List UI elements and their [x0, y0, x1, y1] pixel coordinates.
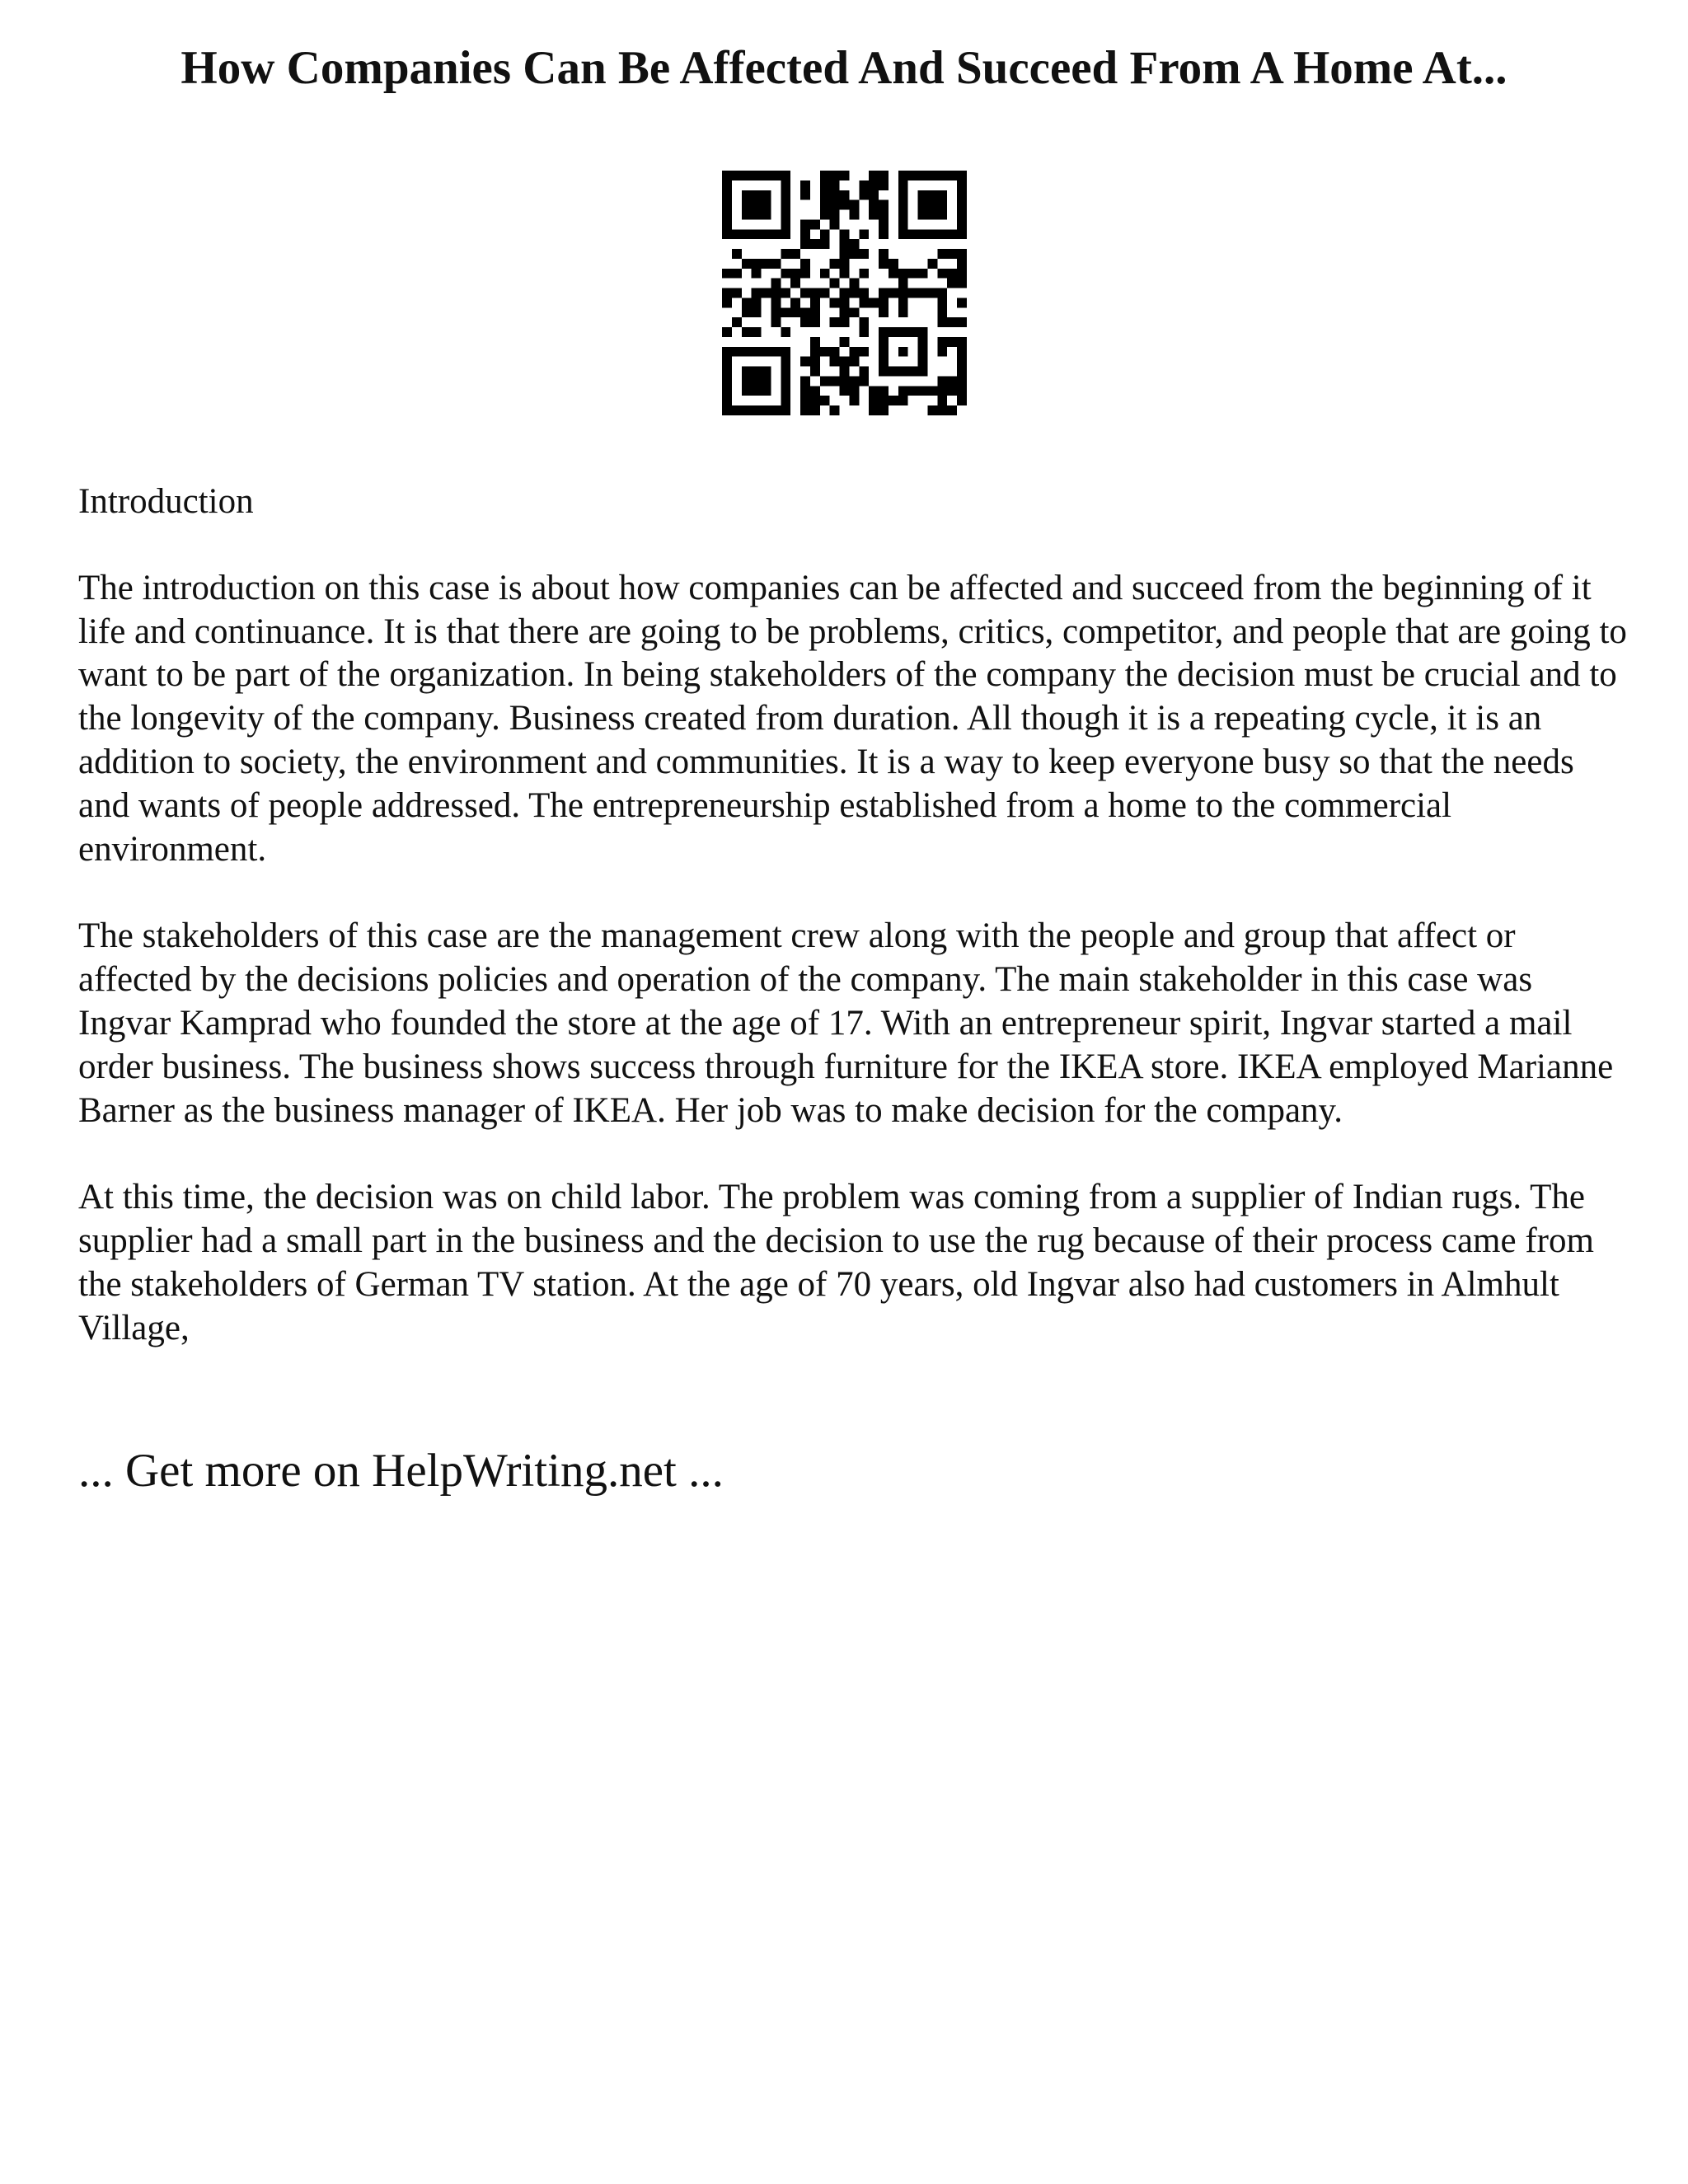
- qr-module: [937, 298, 947, 307]
- qr-module: [810, 298, 820, 307]
- qr-module: [879, 259, 889, 269]
- qr-module: [830, 317, 840, 327]
- qr-module: [869, 180, 879, 190]
- qr-module: [840, 229, 850, 239]
- qr-module: [879, 210, 889, 220]
- qr-module: [742, 298, 752, 307]
- qr-module: [869, 396, 879, 405]
- qr-module: [849, 200, 859, 210]
- qr-module: [800, 376, 810, 386]
- qr-module: [800, 405, 810, 415]
- qr-module: [800, 219, 810, 229]
- qr-module: [898, 298, 908, 307]
- qr-module: [859, 180, 869, 190]
- qr-module: [840, 337, 850, 347]
- qr-module: [771, 259, 781, 269]
- qr-module: [840, 298, 850, 307]
- qr-module: [869, 190, 879, 200]
- qr-module: [918, 269, 928, 279]
- qr-module: [742, 307, 752, 317]
- qr-module: [957, 279, 967, 288]
- qr-module: [879, 249, 889, 259]
- qr-module: [732, 288, 742, 298]
- qr-module: [957, 298, 967, 307]
- qr-module: [840, 307, 850, 317]
- qr-module: [771, 288, 781, 298]
- qr-module: [937, 376, 947, 386]
- qr-module: [859, 317, 869, 327]
- qr-module: [820, 190, 830, 200]
- qr-module: [830, 210, 840, 220]
- qr-module: [879, 180, 889, 190]
- qr-module: [722, 327, 732, 337]
- qr-module: [849, 307, 859, 317]
- qr-module: [908, 269, 918, 279]
- qr-module: [849, 357, 859, 367]
- qr-module: [810, 317, 820, 327]
- qr-module: [830, 298, 840, 307]
- qr-module: [849, 288, 859, 298]
- qr-module: [937, 307, 947, 317]
- qr-module: [918, 288, 928, 298]
- qr-module: [849, 210, 859, 220]
- qr-module: [869, 386, 879, 396]
- qr-module: [810, 337, 820, 347]
- qr-module: [849, 386, 859, 396]
- qr-module: [820, 396, 830, 405]
- qr-module: [947, 376, 957, 386]
- qr-module: [840, 376, 850, 386]
- qr-module: [830, 279, 840, 288]
- qr-module: [957, 376, 967, 386]
- qr-module: [947, 249, 957, 259]
- qr-module: [820, 376, 830, 386]
- qr-module: [957, 249, 967, 259]
- qr-module: [790, 307, 800, 317]
- qr-module: [840, 249, 850, 259]
- qr-module: [918, 386, 928, 396]
- qr-module: [790, 269, 800, 279]
- qr-module: [830, 190, 840, 200]
- get-more-link[interactable]: ... Get more on HelpWriting.net ...: [78, 1445, 724, 1497]
- qr-module: [781, 327, 790, 337]
- qr-module: [957, 317, 967, 327]
- qr-module: [957, 259, 967, 269]
- qr-module: [898, 288, 908, 298]
- qr-module: [957, 337, 967, 347]
- qr-module: [762, 288, 771, 298]
- qr-module: [742, 259, 752, 269]
- qr-module: [869, 200, 879, 210]
- qr-module: [800, 396, 810, 405]
- qr-code-graphic: [722, 171, 967, 415]
- qr-module: [810, 405, 820, 415]
- qr-module: [810, 367, 820, 377]
- qr-module: [800, 190, 810, 200]
- qr-module: [800, 180, 810, 190]
- qr-module: [859, 249, 869, 259]
- qr-module: [800, 307, 810, 317]
- qr-module: [859, 327, 869, 337]
- qr-module: [800, 259, 810, 269]
- qr-module: [820, 210, 830, 220]
- qr-module: [840, 190, 850, 200]
- qr-module: [771, 317, 781, 327]
- qr-module: [810, 347, 820, 357]
- qr-module: [947, 386, 957, 396]
- qr-module: [742, 327, 752, 337]
- qr-module: [859, 269, 869, 279]
- qr-module: [947, 269, 957, 279]
- qr-module: [820, 171, 830, 180]
- qr-module: [800, 317, 810, 327]
- qr-module: [859, 347, 869, 357]
- qr-module: [781, 269, 790, 279]
- qr-module: [859, 288, 869, 298]
- qr-module: [840, 367, 850, 377]
- qr-module: [859, 367, 869, 377]
- qr-module: [722, 298, 732, 307]
- qr-module: [800, 239, 810, 249]
- qr-module: [879, 229, 889, 239]
- qr-module: [840, 269, 850, 279]
- qr-module: [898, 396, 908, 405]
- qr-module: [732, 317, 742, 327]
- qr-module: [927, 259, 937, 269]
- qr-module: [937, 249, 947, 259]
- qr-module: [859, 298, 869, 307]
- qr-module: [927, 288, 937, 298]
- qr-module: [800, 386, 810, 396]
- qr-module: [889, 259, 898, 269]
- qr-module: [879, 288, 889, 298]
- paragraph-1: The introduction on this case is about how companies can be affected and succeed from the beginning of it life and continuance. It is that there are going to be problems, critics, competitor, and people that are going to want to be part of the organization. In being stakeholders of the company the decision must be crucial and to the longevity of the company. Business created from duration. All though it is a repeating cycle, it is an addition to society, the environment and communities. It is a way to keep everyone busy so that the needs and wants of people addressed. The entrepreneurship established from a home to the commercial environment.: [78, 568, 1627, 869]
- qr-module: [830, 405, 840, 415]
- qr-module: [752, 307, 762, 317]
- qr-module: [810, 396, 820, 405]
- qr-module: [898, 279, 908, 288]
- qr-module: [849, 239, 859, 249]
- qr-module: [810, 288, 820, 298]
- qr-module: [937, 269, 947, 279]
- qr-module: [781, 307, 790, 317]
- qr-module: [820, 288, 830, 298]
- qr-module: [840, 171, 850, 180]
- qr-module: [957, 357, 967, 367]
- qr-module: [752, 259, 762, 269]
- qr-module: [820, 347, 830, 357]
- qr-module: [879, 386, 889, 396]
- qr-module: [830, 347, 840, 357]
- qr-module: [889, 396, 898, 405]
- qr-module: [957, 386, 967, 396]
- qr-module: [927, 405, 937, 415]
- qr-module: [889, 269, 898, 279]
- qr-module: [732, 269, 742, 279]
- qr-module: [830, 219, 840, 229]
- qr-module: [869, 210, 879, 220]
- qr-module: [771, 307, 781, 317]
- qr-module: [820, 229, 830, 239]
- qr-module: [781, 288, 790, 298]
- qr-module: [810, 357, 820, 367]
- qr-module: [937, 347, 947, 357]
- qr-module: [849, 376, 859, 386]
- qr-module: [849, 347, 859, 357]
- qr-module: [810, 219, 820, 229]
- qr-module: [879, 298, 889, 307]
- qr-module: [820, 239, 830, 249]
- qr-module: [800, 357, 810, 367]
- qr-module: [937, 317, 947, 327]
- qr-module: [830, 376, 840, 386]
- qr-module: [937, 337, 947, 347]
- qr-module: [908, 386, 918, 396]
- qr-code-icon: [722, 171, 967, 415]
- qr-module: [879, 405, 889, 415]
- qr-module: [820, 180, 830, 190]
- qr-module: [771, 279, 781, 288]
- qr-module: [869, 405, 879, 415]
- qr-module: [752, 269, 762, 279]
- qr-module: [810, 386, 820, 396]
- qr-module: [859, 376, 869, 386]
- document-title: How Companies Can Be Affected And Succeed From A Home At...: [181, 42, 1507, 94]
- qr-module: [869, 171, 879, 180]
- qr-module: [790, 298, 800, 307]
- qr-module: [840, 200, 850, 210]
- qr-module: [752, 327, 762, 337]
- qr-module: [840, 317, 850, 327]
- qr-module: [800, 288, 810, 298]
- qr-module: [947, 337, 957, 347]
- document-body: [78, 480, 1628, 1394]
- qr-module: [762, 259, 771, 269]
- qr-module: [927, 386, 937, 396]
- qr-module: [830, 357, 840, 367]
- qr-module: [752, 288, 762, 298]
- qr-module: [830, 171, 840, 180]
- qr-module: [889, 288, 898, 298]
- qr-module: [849, 279, 859, 288]
- qr-module: [957, 269, 967, 279]
- qr-module: [859, 229, 869, 239]
- qr-module: [937, 405, 947, 415]
- qr-module: [957, 347, 967, 357]
- qr-module: [898, 307, 908, 317]
- qr-module: [947, 279, 957, 288]
- qr-module: [830, 200, 840, 210]
- qr-module: [810, 239, 820, 249]
- qr-module: [800, 269, 810, 279]
- paragraph-3: At this time, the decision was on child labor. The problem was coming from a supplier of Indian rugs. The supplier had a small part in the business and the decision to use the rug because of their process came from the stakeholders of German TV station. At the age of 70 years, old Ingvar also had customers in Almhult Village,: [78, 1178, 1594, 1347]
- section-heading: Introduction: [78, 482, 254, 521]
- qr-module: [752, 298, 762, 307]
- qr-module: [879, 200, 889, 210]
- qr-module: [790, 249, 800, 259]
- qr-module: [840, 288, 850, 298]
- qr-module: [859, 190, 869, 200]
- paragraph-2: The stakeholders of this case are the management crew along with the people and group that affect or affected by the decisions policies and operation of the company. The main stakeholder in this case was Ingvar Kamprad who founded the store at the age of 17. With an entrepreneur spirit, Ingvar started a mail order business. The business shows success through furniture for the IKEA store. IKEA employed Marianne Barner as the business manager of IKEA. Her job was to make decision for the company.: [78, 916, 1614, 1130]
- qr-module: [849, 396, 859, 405]
- qr-module: [957, 367, 967, 377]
- qr-module: [849, 249, 859, 259]
- qr-module: [771, 298, 781, 307]
- qr-module: [937, 386, 947, 396]
- qr-module: [879, 307, 889, 317]
- qr-module: [879, 171, 889, 180]
- qr-module: [879, 219, 889, 229]
- qr-module: [840, 259, 850, 269]
- qr-module: [957, 396, 967, 405]
- qr-module: [790, 279, 800, 288]
- qr-module: [898, 386, 908, 396]
- qr-module: [810, 307, 820, 317]
- qr-module: [898, 269, 908, 279]
- qr-module: [908, 288, 918, 298]
- qr-module: [840, 386, 850, 396]
- qr-module: [840, 239, 850, 249]
- qr-module: [732, 249, 742, 259]
- qr-module: [830, 259, 840, 269]
- qr-module: [820, 200, 830, 210]
- qr-module: [830, 180, 840, 190]
- qr-module: [800, 229, 810, 239]
- qr-module: [937, 396, 947, 405]
- qr-module: [947, 405, 957, 415]
- qr-module: [722, 288, 732, 298]
- qr-module: [937, 288, 947, 298]
- qr-module: [840, 357, 850, 367]
- qr-module: [879, 396, 889, 405]
- qr-module: [947, 317, 957, 327]
- qr-module: [820, 269, 830, 279]
- qr-module: [722, 269, 732, 279]
- qr-module: [781, 249, 790, 259]
- qr-module: [869, 298, 879, 307]
